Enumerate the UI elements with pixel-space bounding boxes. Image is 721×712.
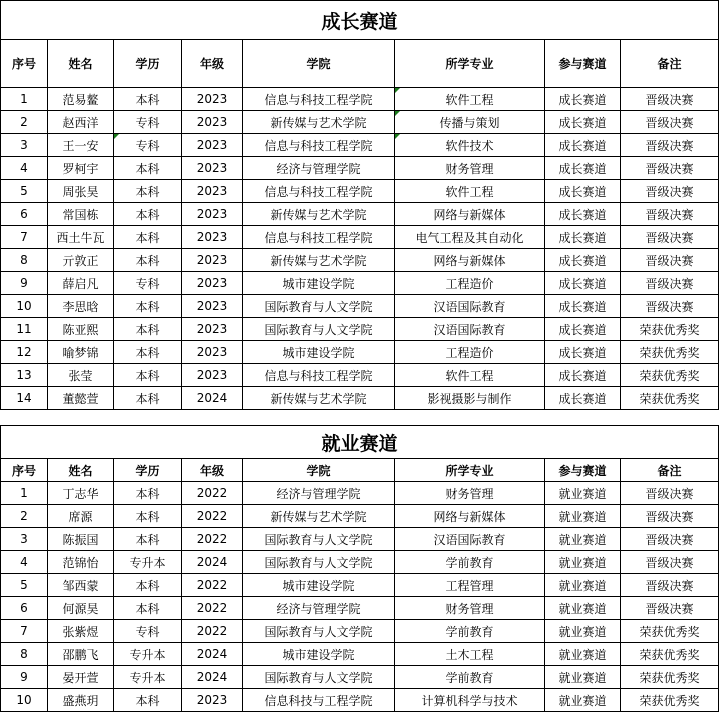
cell-name: 西土牛瓦 — [48, 226, 114, 249]
cell-degree: 本科 — [114, 295, 182, 318]
cell-remark: 晋级决赛 — [621, 88, 719, 111]
cell-track: 成长赛道 — [545, 387, 621, 410]
cell-remark: 晋级决赛 — [621, 295, 719, 318]
cell-grade: 2023 — [182, 364, 243, 387]
cell-index: 2 — [1, 111, 48, 134]
cell-remark: 荣获优秀奖 — [621, 689, 719, 712]
cell-degree: 本科 — [114, 482, 182, 505]
col-header-index: 序号 — [1, 40, 48, 88]
table-row — [1, 180, 719, 203]
cell-major: 汉语国际教育 — [395, 528, 545, 551]
growth-rows — [1, 88, 719, 410]
cell-index: 12 — [1, 341, 48, 364]
table-row — [1, 157, 719, 180]
cell-grade: 2022 — [182, 597, 243, 620]
cell-name: 何源昊 — [48, 597, 114, 620]
cell-remark: 荣获优秀奖 — [621, 341, 719, 364]
col-header-college: 学院 — [243, 459, 395, 482]
col-header-index: 序号 — [1, 459, 48, 482]
col-header-degree: 学历 — [114, 40, 182, 88]
cell-index: 6 — [1, 203, 48, 226]
table-row — [1, 528, 719, 551]
table-row — [1, 272, 719, 295]
growth-section-title: 成长赛道 — [1, 1, 719, 40]
table-row — [1, 482, 719, 505]
cell-major: 汉语国际教育 — [395, 318, 545, 341]
cell-college: 国际教育与人文学院 — [243, 620, 395, 643]
table-row — [1, 88, 719, 111]
cell-grade: 2023 — [182, 180, 243, 203]
cell-name: 赵西洋 — [48, 111, 114, 134]
cell-college: 国际教育与人文学院 — [243, 295, 395, 318]
cell-track: 就业赛道 — [545, 551, 621, 574]
cell-remark: 晋级决赛 — [621, 528, 719, 551]
cell-grade: 2023 — [182, 295, 243, 318]
cell-grade: 2023 — [182, 689, 243, 712]
table-row — [1, 249, 719, 272]
cell-remark: 晋级决赛 — [621, 597, 719, 620]
cell-college: 经济与管理学院 — [243, 597, 395, 620]
cell-degree: 本科 — [114, 249, 182, 272]
cell-major: 学前教育 — [395, 551, 545, 574]
cell-degree: 本科 — [114, 597, 182, 620]
cell-degree: 本科 — [114, 318, 182, 341]
cell-name: 张莹 — [48, 364, 114, 387]
cell-degree: 专升本 — [114, 643, 182, 666]
cell-index: 7 — [1, 226, 48, 249]
cell-name: 周张昊 — [48, 180, 114, 203]
cell-name: 常国栋 — [48, 203, 114, 226]
employment-table — [0, 425, 719, 712]
cell-grade: 2023 — [182, 249, 243, 272]
cell-name: 李思晗 — [48, 295, 114, 318]
cell-major: 工程造价 — [395, 272, 545, 295]
cell-grade: 2023 — [182, 111, 243, 134]
employment-header-row — [1, 459, 719, 482]
cell-grade: 2023 — [182, 203, 243, 226]
cell-grade: 2024 — [182, 387, 243, 410]
col-header-grade: 年级 — [182, 459, 243, 482]
cell-college: 国际教育与人文学院 — [243, 318, 395, 341]
cell-remark: 荣获优秀奖 — [621, 620, 719, 643]
cell-major: 网络与新媒体 — [395, 249, 545, 272]
cell-degree: 专科 — [114, 134, 182, 157]
cell-track: 成长赛道 — [545, 364, 621, 387]
cell-name: 晏开萱 — [48, 666, 114, 689]
cell-index: 3 — [1, 134, 48, 157]
col-header-name: 姓名 — [48, 459, 114, 482]
cell-track: 就业赛道 — [545, 574, 621, 597]
table-row — [1, 364, 719, 387]
cell-degree: 本科 — [114, 505, 182, 528]
table-row — [1, 341, 719, 364]
cell-major: 财务管理 — [395, 597, 545, 620]
cell-index: 7 — [1, 620, 48, 643]
cell-name: 王一安 — [48, 134, 114, 157]
cell-remark: 晋级决赛 — [621, 551, 719, 574]
cell-college: 信息与科技工程学院 — [243, 364, 395, 387]
cell-grade: 2022 — [182, 505, 243, 528]
cell-index: 8 — [1, 249, 48, 272]
cell-grade: 2022 — [182, 620, 243, 643]
cell-track: 就业赛道 — [545, 666, 621, 689]
cell-major: 传播与策划 — [395, 111, 545, 134]
cell-remark: 晋级决赛 — [621, 505, 719, 528]
cell-degree: 本科 — [114, 180, 182, 203]
cell-grade: 2022 — [182, 528, 243, 551]
cell-name: 席源 — [48, 505, 114, 528]
cell-index: 1 — [1, 482, 48, 505]
cell-name: 丁志华 — [48, 482, 114, 505]
col-header-degree: 学历 — [114, 459, 182, 482]
cell-grade: 2023 — [182, 318, 243, 341]
cell-name: 罗柯宇 — [48, 157, 114, 180]
cell-grade: 2023 — [182, 341, 243, 364]
col-header-major: 所学专业 — [395, 40, 545, 88]
cell-major: 计算机科学与技术 — [395, 689, 545, 712]
table-row — [1, 387, 719, 410]
cell-track: 成长赛道 — [545, 226, 621, 249]
cell-name: 亓敦正 — [48, 249, 114, 272]
cell-track: 成长赛道 — [545, 249, 621, 272]
cell-degree: 本科 — [114, 341, 182, 364]
cell-degree: 本科 — [114, 203, 182, 226]
cell-track: 成长赛道 — [545, 111, 621, 134]
cell-major: 工程造价 — [395, 341, 545, 364]
table-row — [1, 295, 719, 318]
cell-track: 就业赛道 — [545, 528, 621, 551]
cell-grade: 2024 — [182, 551, 243, 574]
cell-major: 网络与新媒体 — [395, 203, 545, 226]
cell-college: 新传媒与艺术学院 — [243, 203, 395, 226]
cell-college: 新传媒与艺术学院 — [243, 111, 395, 134]
table-row — [1, 643, 719, 666]
cell-college: 信息与科技工程学院 — [243, 134, 395, 157]
cell-college: 经济与管理学院 — [243, 482, 395, 505]
cell-track: 成长赛道 — [545, 272, 621, 295]
cell-index: 13 — [1, 364, 48, 387]
cell-college: 新传媒与艺术学院 — [243, 505, 395, 528]
cell-college: 新传媒与艺术学院 — [243, 249, 395, 272]
cell-index: 9 — [1, 272, 48, 295]
table-row — [1, 203, 719, 226]
col-header-name: 姓名 — [48, 40, 114, 88]
cell-index: 9 — [1, 666, 48, 689]
cell-track: 成长赛道 — [545, 295, 621, 318]
cell-track: 就业赛道 — [545, 689, 621, 712]
cell-grade: 2023 — [182, 157, 243, 180]
cell-degree: 专科 — [114, 620, 182, 643]
cell-college: 国际教育与人文学院 — [243, 551, 395, 574]
cell-major: 工程管理 — [395, 574, 545, 597]
cell-degree: 专升本 — [114, 666, 182, 689]
cell-major: 电气工程及其自动化 — [395, 226, 545, 249]
cell-name: 范易鳌 — [48, 88, 114, 111]
cell-name: 喻梦锦 — [48, 341, 114, 364]
cell-name: 董懿萱 — [48, 387, 114, 410]
table-row — [1, 226, 719, 249]
cell-index: 14 — [1, 387, 48, 410]
col-header-remark: 备注 — [621, 459, 719, 482]
cell-name: 张紫煜 — [48, 620, 114, 643]
cell-remark: 晋级决赛 — [621, 203, 719, 226]
cell-grade: 2023 — [182, 134, 243, 157]
cell-index: 1 — [1, 88, 48, 111]
cell-major: 软件技术 — [395, 134, 545, 157]
table-row — [1, 666, 719, 689]
cell-major: 土木工程 — [395, 643, 545, 666]
cell-college: 国际教育与人文学院 — [243, 528, 395, 551]
cell-index: 10 — [1, 689, 48, 712]
cell-track: 成长赛道 — [545, 180, 621, 203]
cell-track: 就业赛道 — [545, 505, 621, 528]
cell-remark: 晋级决赛 — [621, 249, 719, 272]
cell-degree: 本科 — [114, 528, 182, 551]
cell-degree: 专科 — [114, 111, 182, 134]
cell-college: 城市建设学院 — [243, 574, 395, 597]
cell-track: 就业赛道 — [545, 643, 621, 666]
cell-index: 11 — [1, 318, 48, 341]
table-row — [1, 597, 719, 620]
section-employment — [0, 425, 721, 712]
table-row — [1, 111, 719, 134]
cell-major: 网络与新媒体 — [395, 505, 545, 528]
cell-index: 8 — [1, 643, 48, 666]
col-header-major: 所学专业 — [395, 459, 545, 482]
cell-college: 城市建设学院 — [243, 272, 395, 295]
cell-remark: 晋级决赛 — [621, 574, 719, 597]
table-row — [1, 505, 719, 528]
cell-track: 就业赛道 — [545, 597, 621, 620]
cell-major: 软件工程 — [395, 180, 545, 203]
col-header-grade: 年级 — [182, 40, 243, 88]
cell-name: 盛燕玥 — [48, 689, 114, 712]
table-row — [1, 134, 719, 157]
cell-major: 软件工程 — [395, 88, 545, 111]
cell-grade: 2023 — [182, 272, 243, 295]
cell-major: 影视摄影与制作 — [395, 387, 545, 410]
cell-college: 信息与科技工程学院 — [243, 88, 395, 111]
cell-remark: 晋级决赛 — [621, 226, 719, 249]
cell-major: 学前教育 — [395, 620, 545, 643]
cell-college: 信息与科技工程学院 — [243, 180, 395, 203]
cell-degree: 专科 — [114, 272, 182, 295]
cell-degree: 本科 — [114, 387, 182, 410]
cell-grade: 2024 — [182, 643, 243, 666]
col-header-remark: 备注 — [621, 40, 719, 88]
cell-grade: 2023 — [182, 226, 243, 249]
cell-track: 就业赛道 — [545, 482, 621, 505]
cell-track: 成长赛道 — [545, 88, 621, 111]
cell-remark: 荣获优秀奖 — [621, 643, 719, 666]
cell-college: 城市建设学院 — [243, 341, 395, 364]
cell-remark: 晋级决赛 — [621, 180, 719, 203]
cell-degree: 本科 — [114, 88, 182, 111]
cell-name: 陈振国 — [48, 528, 114, 551]
cell-degree: 本科 — [114, 364, 182, 387]
cell-index: 4 — [1, 551, 48, 574]
cell-degree: 本科 — [114, 226, 182, 249]
cell-college: 国际教育与人文学院 — [243, 666, 395, 689]
cell-degree: 专升本 — [114, 551, 182, 574]
cell-grade: 2024 — [182, 666, 243, 689]
employment-section-title: 就业赛道 — [1, 426, 719, 459]
growth-header-row — [1, 40, 719, 88]
cell-index: 5 — [1, 574, 48, 597]
cell-index: 6 — [1, 597, 48, 620]
table-row — [1, 689, 719, 712]
cell-name: 陈亚熙 — [48, 318, 114, 341]
cell-remark: 晋级决赛 — [621, 482, 719, 505]
cell-index: 3 — [1, 528, 48, 551]
cell-major: 财务管理 — [395, 157, 545, 180]
table-row — [1, 574, 719, 597]
cell-degree: 本科 — [114, 574, 182, 597]
table-row — [1, 551, 719, 574]
cell-major: 软件工程 — [395, 364, 545, 387]
cell-major: 财务管理 — [395, 482, 545, 505]
col-header-college: 学院 — [243, 40, 395, 88]
cell-college: 城市建设学院 — [243, 643, 395, 666]
cell-college: 信息与科技工程学院 — [243, 226, 395, 249]
cell-index: 2 — [1, 505, 48, 528]
cell-index: 10 — [1, 295, 48, 318]
cell-remark: 荣获优秀奖 — [621, 364, 719, 387]
employment-rows — [1, 482, 719, 712]
cell-remark: 荣获优秀奖 — [621, 318, 719, 341]
cell-name: 邹西蒙 — [48, 574, 114, 597]
cell-remark: 晋级决赛 — [621, 272, 719, 295]
cell-track: 成长赛道 — [545, 341, 621, 364]
cell-major: 汉语国际教育 — [395, 295, 545, 318]
cell-grade: 2023 — [182, 88, 243, 111]
cell-remark: 晋级决赛 — [621, 111, 719, 134]
cell-track: 成长赛道 — [545, 134, 621, 157]
cell-name: 薛启凡 — [48, 272, 114, 295]
cell-index: 4 — [1, 157, 48, 180]
cell-remark: 荣获优秀奖 — [621, 666, 719, 689]
cell-college: 信息科技与工程学院 — [243, 689, 395, 712]
cell-college: 新传媒与艺术学院 — [243, 387, 395, 410]
cell-track: 就业赛道 — [545, 620, 621, 643]
cell-grade: 2022 — [182, 482, 243, 505]
cell-degree: 本科 — [114, 157, 182, 180]
cell-remark: 晋级决赛 — [621, 157, 719, 180]
col-header-track: 参与赛道 — [545, 40, 621, 88]
cell-remark: 晋级决赛 — [621, 134, 719, 157]
cell-degree: 本科 — [114, 689, 182, 712]
cell-name: 范锦怡 — [48, 551, 114, 574]
table-row — [1, 620, 719, 643]
cell-track: 成长赛道 — [545, 157, 621, 180]
cell-grade: 2022 — [182, 574, 243, 597]
cell-track: 成长赛道 — [545, 203, 621, 226]
cell-college: 经济与管理学院 — [243, 157, 395, 180]
cell-index: 5 — [1, 180, 48, 203]
cell-major: 学前教育 — [395, 666, 545, 689]
cell-track: 成长赛道 — [545, 318, 621, 341]
cell-name: 邵鹏飞 — [48, 643, 114, 666]
col-header-track: 参与赛道 — [545, 459, 621, 482]
cell-remark: 荣获优秀奖 — [621, 387, 719, 410]
table-row — [1, 318, 719, 341]
